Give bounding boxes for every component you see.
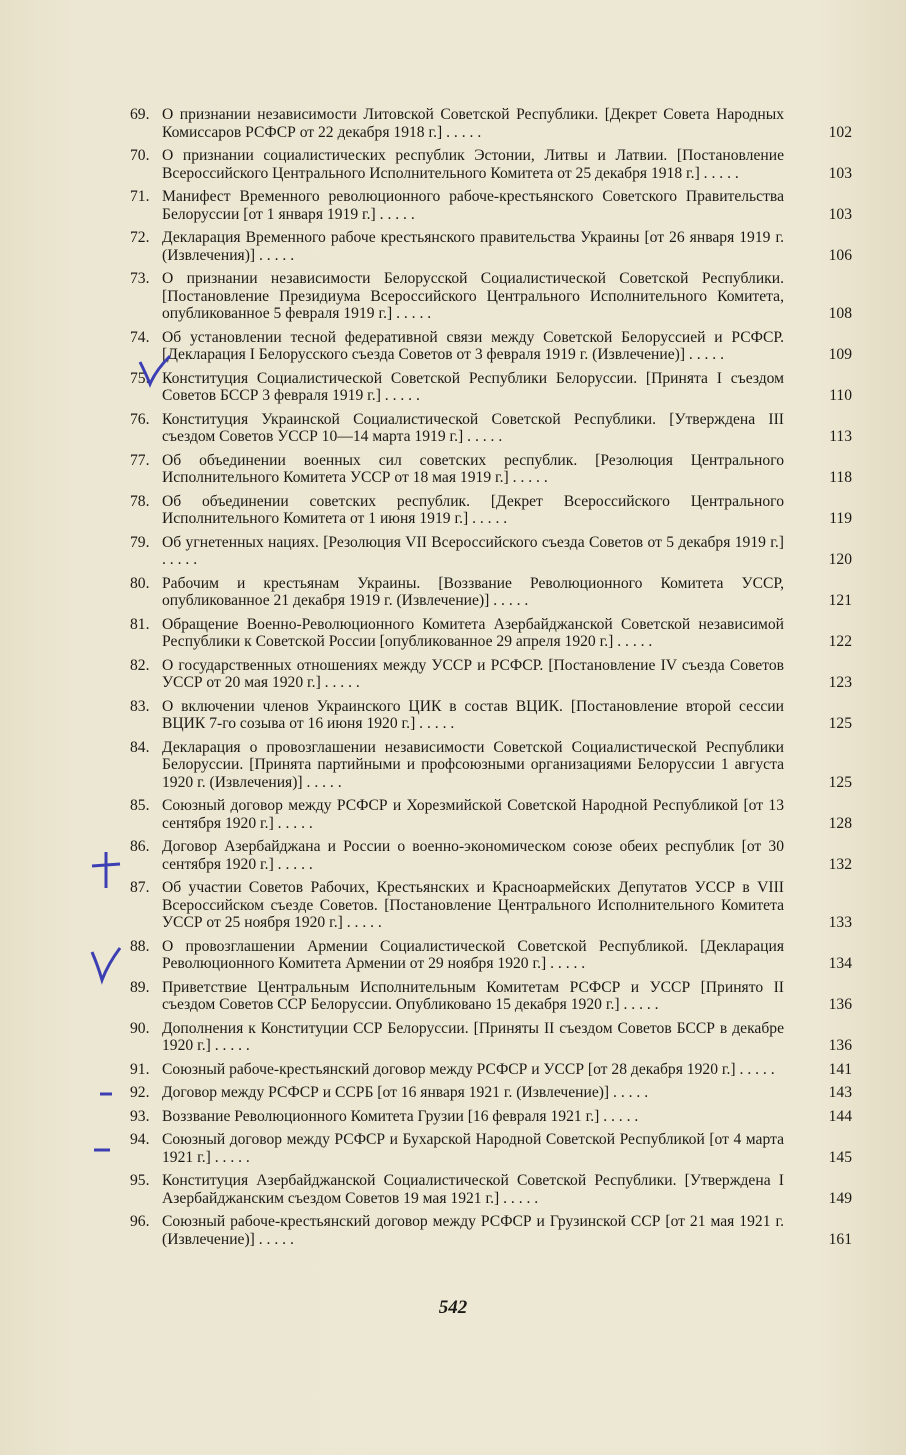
entry-page-number: 123 xyxy=(828,674,852,691)
entry-page-number: 125 xyxy=(828,773,852,791)
entry-title-text: Союзный договор между РСФСР и Хорезмийской Советской Народной Республикой [от 13 сентября 1920 г.] xyxy=(162,797,784,832)
entry-title xyxy=(162,1108,784,1126)
leader-dots: . . . . . xyxy=(489,592,529,609)
entry-number: 71. xyxy=(130,188,150,205)
toc-entry xyxy=(130,739,856,792)
toc-entry xyxy=(130,879,856,932)
entry-number: 86. xyxy=(130,838,150,855)
toc-entry xyxy=(130,1172,856,1207)
entry-number: 73. xyxy=(130,270,150,287)
handwritten-check-mark xyxy=(136,352,176,392)
entry-title-text: Договор Азербайджана и России о военно-экономическом союзе обеих республик [от 30 сентября 1920 г.] xyxy=(162,838,784,873)
entry-title xyxy=(162,698,784,733)
entry-page-number: 125 xyxy=(828,715,852,732)
leader-dots: . . . . . xyxy=(613,633,653,650)
leader-dots: . . . . . xyxy=(342,914,382,931)
leader-dots: . . . . . xyxy=(735,1060,775,1078)
entry-title-text: Дополнения к Конституции ССР Белоруссии. [Приняты II съездом Советов БССР в декабре 1920 г.] xyxy=(162,1019,784,1054)
entry-title-text: Манифест Временного революционного рабоче-крестьянского Советского Правительства Белоруссии [от 1 января 1919 г.] xyxy=(162,188,784,223)
entry-number: 90. xyxy=(130,1019,150,1037)
entry-title-text: Союзный рабоче-крестьянский договор между РСФСР и Грузинской ССР [от 21 мая 1921 г. (Извлечение)] xyxy=(162,1213,784,1248)
entry-title-text: Обращение Военно-Революционного Комитета Азербайджанской Советской независимой Республики к Советской России [опубликованное 29 апреля 1920 г.] xyxy=(162,615,784,650)
toc-entry xyxy=(130,1020,856,1055)
leader-dots: . . . . . xyxy=(210,1148,250,1166)
entry-title-text: О государственных отношениях между УССР и РСФСР. [Постановление IV съезда Советов УССР от 20 мая 1920 г.] xyxy=(162,656,784,691)
entry-title xyxy=(162,938,784,973)
entry-number: 69. xyxy=(130,106,150,123)
entry-title xyxy=(162,797,784,832)
entry-title xyxy=(162,979,784,1014)
entry-title-text: Рабочим и крестьянам Украины. [Воззвание Революционного Комитета УССР, опубликованное 21 декабря 1919 г. (Извлечение)] xyxy=(162,574,784,609)
leader-dots: . . . . . xyxy=(392,305,432,322)
entry-title xyxy=(162,493,784,528)
entry-number: 88. xyxy=(130,937,150,955)
entry-page-number: 141 xyxy=(828,1060,852,1078)
entry-title-text: Приветствие Центральным Исполнительным Комитетам РСФСР и УССР [Принято II съездом Советов ССР Белоруссии. Опубликовано 15 декабря 1920 г.] xyxy=(162,978,784,1013)
entry-title-text: Декларация о провозглашении независимости Советской Социалистической Республики Белоруссии. [Принята партийными и профсоюзными организациями Белоруссии 1 августа 1920 г. (Извлечения)] xyxy=(162,738,784,791)
entry-number: 84. xyxy=(130,738,150,756)
toc-entry xyxy=(130,329,856,364)
entry-title xyxy=(162,1172,784,1207)
leader-dots: . . . . . xyxy=(699,164,739,182)
entry-title-text: Об установлении тесной федеративной связи между Советской Белоруссией и РСФСР. [Декларация I Белорусского съезда Советов от 3 февраля 1919 г. (Извлечение)] xyxy=(162,328,784,363)
leader-dots: . . . . . xyxy=(273,855,313,873)
handwritten-dash-mark xyxy=(98,1090,114,1098)
entry-number: 70. xyxy=(130,147,150,164)
toc-entry xyxy=(130,534,856,569)
entry-title xyxy=(162,657,784,692)
entry-title-text: Воззвание Революционного Комитета Грузии [16 февраля 1921 г.] xyxy=(162,1107,600,1125)
leader-dots: . . . . . xyxy=(210,1037,250,1054)
entry-title xyxy=(162,1061,784,1079)
entry-title xyxy=(162,229,784,264)
toc-entry xyxy=(130,188,856,223)
toc-entry xyxy=(130,106,856,141)
entry-number: 75. xyxy=(130,369,150,387)
toc-entry xyxy=(130,370,856,405)
leader-dots: . . . . . xyxy=(463,428,503,445)
entry-page-number: 161 xyxy=(828,1230,852,1248)
leader-dots: . . . . . xyxy=(162,551,198,568)
entry-title-text: О провозглашении Армении Социалистической Советской Республикой. [Декларация Революционного Комитета Армении от 29 ноября 1920 г.] xyxy=(162,937,784,972)
entry-title xyxy=(162,1213,784,1248)
toc-entry xyxy=(130,1131,856,1166)
handwritten-plus-mark xyxy=(86,848,126,892)
leader-dots: . . . . . xyxy=(499,1189,539,1207)
entry-title-text: Декларация Временного рабоче крестьянского правительства Украины [от 26 января 1919 г. (Извлечения)] xyxy=(162,229,784,264)
entry-title-text: Конституция Азербайджанской Социалистической Советской Республики. [Утверждена I Азербайджанским съездом Советов 19 мая 1921 г.] xyxy=(162,1172,784,1207)
entry-title xyxy=(162,147,784,182)
toc-entry xyxy=(130,147,856,182)
leader-dots: . . . . . xyxy=(685,346,724,363)
toc-entry xyxy=(130,1084,856,1102)
entry-title xyxy=(162,1084,784,1102)
entry-number: 93. xyxy=(130,1107,150,1125)
entry-number: 87. xyxy=(130,879,150,896)
entry-number: 91. xyxy=(130,1060,150,1078)
entry-page-number: 134 xyxy=(828,955,852,972)
toc-entry xyxy=(130,979,856,1014)
entry-number: 83. xyxy=(130,697,150,715)
entry-title-text: Об угнетенных нациях. [Резолюция VII Всероссийского съезда Советов от 5 декабря 1919 г.] xyxy=(162,533,784,551)
entry-number: 77. xyxy=(130,451,150,469)
toc-entry xyxy=(130,270,856,323)
entry-page-number: 121 xyxy=(828,592,852,609)
toc-entry xyxy=(130,938,856,973)
entry-title xyxy=(162,188,784,223)
toc-entry xyxy=(130,1061,856,1079)
leader-dots: . . . . . xyxy=(599,1107,639,1125)
entry-number: 72. xyxy=(130,229,150,246)
entry-number: 74. xyxy=(130,328,150,346)
leader-dots: . . . . . xyxy=(255,246,295,264)
entry-title xyxy=(162,575,784,610)
toc-entry xyxy=(130,838,856,873)
toc-entry xyxy=(130,797,856,832)
entry-number: 82. xyxy=(130,656,150,674)
entry-number: 96. xyxy=(130,1213,150,1230)
entry-number: 76. xyxy=(130,410,150,428)
leader-dots: . . . . . xyxy=(468,510,508,527)
toc-entry xyxy=(130,657,856,692)
entry-title xyxy=(162,270,784,323)
toc-entry xyxy=(130,493,856,528)
entry-title-text: О признании независимости Литовской Советской Республики. [Декрет Совета Народных Комиссаров РСФСР от 22 декабря 1918 г.] xyxy=(162,106,784,141)
entry-number: 92. xyxy=(130,1084,150,1101)
entry-title-text: Об объединении военных сил советских республик. [Резолюция Центрального Исполнительного Комитета УССР от 18 мая 1919 г.] xyxy=(162,451,784,486)
entry-page-number: 119 xyxy=(829,510,852,527)
leader-dots: . . . . . xyxy=(380,387,420,404)
entry-page-number: 143 xyxy=(828,1084,852,1101)
entry-page-number: 144 xyxy=(828,1107,852,1125)
entry-page-number: 103 xyxy=(828,164,852,182)
entry-title xyxy=(162,106,784,141)
entry-title xyxy=(162,411,784,446)
leader-dots: . . . . . xyxy=(302,773,342,791)
toc-entry xyxy=(130,452,856,487)
entry-page-number: 122 xyxy=(828,633,852,650)
entry-title xyxy=(162,1131,784,1166)
toc-entry xyxy=(130,1108,856,1126)
entry-page-number: 133 xyxy=(828,914,852,931)
entry-page-number: 110 xyxy=(829,387,852,404)
entry-page-number: 103 xyxy=(828,205,852,223)
leader-dots: . . . . . xyxy=(546,955,586,972)
entry-title-text: О признании независимости Белорусской Социалистической Советской Республики. [Постановление Президиума Всероссийского Центрального Исполнительного Комитета, опубликованное 5 февраля 1919 г.] xyxy=(162,270,784,322)
leader-dots: . . . . . xyxy=(254,1230,294,1248)
entry-number: 81. xyxy=(130,615,150,633)
entry-title xyxy=(162,739,784,792)
entry-title-text: Конституция Социалистической Советской Республики Белоруссии. [Принята I съездом Советов БССР 3 февраля 1919 г.] xyxy=(162,369,784,404)
entry-number: 94. xyxy=(130,1131,150,1148)
page-number: 542 xyxy=(438,1297,468,1318)
toc-entry xyxy=(130,1213,856,1248)
leader-dots: . . . . . xyxy=(508,469,548,486)
entry-title-text: Союзный рабоче-крестьянский договор между РСФСР и УССР [от 28 декабря 1920 г.] xyxy=(162,1060,736,1078)
entry-title xyxy=(162,452,784,487)
entry-page-number: 145 xyxy=(828,1148,852,1166)
entry-title-text: О признании социалистических республик Эстонии, Литвы и Латвии. [Постановление Всероссийского Центрального Исполнительного Комитета от 25 декабря 1918 г.] xyxy=(162,147,784,182)
leader-dots: . . . . . xyxy=(415,715,455,732)
leader-dots: . . . . . xyxy=(619,996,659,1013)
entry-number: 80. xyxy=(130,574,150,592)
entry-title-text: Об участии Советов Рабочих, Крестьянских и Красноармейских Депутатов УССР в VIII Всероссийском съезде Советов. [Постановление Центрального Исполнительного Комитета УССР от 25 ноября 1920 г.] xyxy=(162,879,784,931)
entry-page-number: 128 xyxy=(828,814,852,832)
entry-page-number: 149 xyxy=(828,1189,852,1207)
entry-number: 78. xyxy=(130,492,150,510)
entry-title-text: О включении членов Украинского ЦИК в состав ВЦИК. [Постановление второй сессии ВЦИК 7-го созыва от 16 июня 1920 г.] xyxy=(162,697,784,732)
entry-title-text: Конституция Украинской Социалистической Советской Республики. [Утверждена III съездом Советов УССР 10—14 марта 1919 г.] xyxy=(162,410,784,445)
entry-page-number: 113 xyxy=(829,428,852,445)
toc-entry xyxy=(130,411,856,446)
entry-page-number: 120 xyxy=(828,551,852,568)
entry-page-number: 136 xyxy=(828,1037,852,1054)
leader-dots: . . . . . xyxy=(442,123,482,141)
handwritten-dash-mark xyxy=(92,1146,112,1154)
entry-page-number: 109 xyxy=(828,346,852,363)
entry-title xyxy=(162,534,784,569)
entry-page-number: 136 xyxy=(828,996,852,1013)
table-of-contents xyxy=(130,106,856,1254)
leader-dots: . . . . . xyxy=(609,1084,649,1101)
entry-page-number: 118 xyxy=(829,469,852,486)
leader-dots: . . . . . xyxy=(320,674,360,691)
toc-entry xyxy=(130,229,856,264)
entry-title xyxy=(162,616,784,651)
entry-title-text: Об объединении советских республик. [Декрет Всероссийского Центрального Исполнительного Комитета от 1 июня 1919 г.] xyxy=(162,492,784,527)
entry-title-text: Союзный договор между РСФСР и Бухарской Народной Советской Республикой [от 4 марта 1921 г.] xyxy=(162,1131,784,1166)
entry-page-number: 108 xyxy=(828,305,852,322)
entry-page-number: 102 xyxy=(828,123,852,141)
entry-number: 79. xyxy=(130,533,150,551)
entry-title xyxy=(162,1020,784,1055)
leader-dots: . . . . . xyxy=(273,814,313,832)
entry-page-number: 132 xyxy=(828,855,852,873)
entry-number: 95. xyxy=(130,1172,150,1189)
entry-title xyxy=(162,838,784,873)
leader-dots: . . . . . xyxy=(375,205,415,223)
toc-entry xyxy=(130,698,856,733)
entry-page-number: 106 xyxy=(828,246,852,264)
entry-title xyxy=(162,370,784,405)
entry-number: 85. xyxy=(130,797,150,814)
entry-title xyxy=(162,879,784,932)
entry-number: 89. xyxy=(130,978,150,996)
entry-title xyxy=(162,329,784,364)
toc-entry xyxy=(130,575,856,610)
entry-title-text: Договор между РСФСР и ССРБ [от 16 января 1921 г. (Извлечение)] xyxy=(162,1084,610,1101)
toc-entry xyxy=(130,616,856,651)
handwritten-check-mark xyxy=(88,946,124,986)
